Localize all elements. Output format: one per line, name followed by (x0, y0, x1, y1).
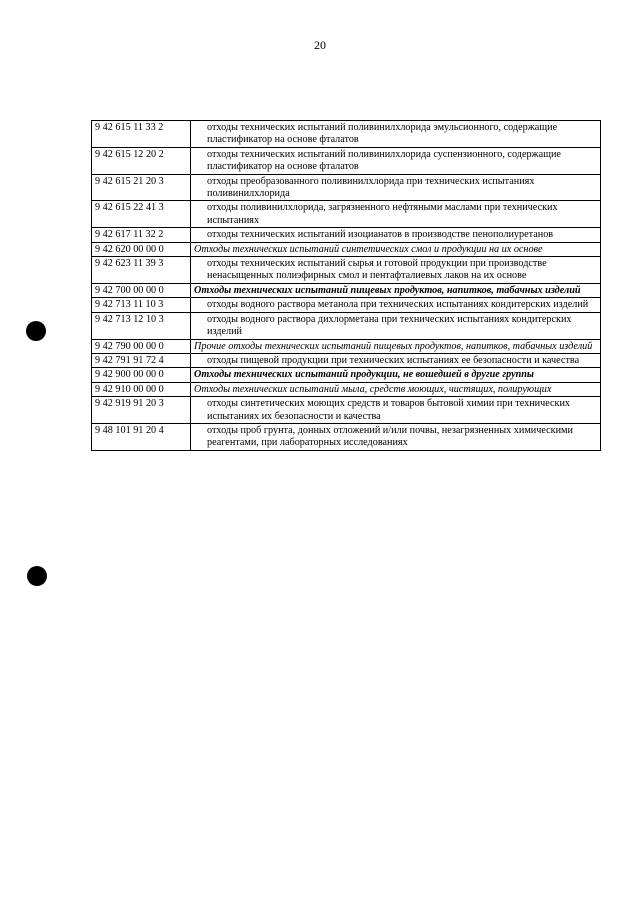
waste-code-cell: 9 42 700 00 00 0 (92, 283, 191, 297)
waste-code-cell: 9 42 900 00 00 0 (92, 368, 191, 382)
waste-code-cell: 9 42 615 12 20 2 (92, 147, 191, 174)
waste-code-cell: 9 42 713 11 10 3 (92, 298, 191, 312)
table-row (92, 397, 601, 424)
waste-description-cell: отходы технических испытаний поливинилхлорида эмульсионного, содержащие пластификатор на основе фталатов (191, 121, 601, 148)
waste-code-cell: 9 42 919 91 20 3 (92, 397, 191, 424)
table-row (92, 312, 601, 339)
waste-description-cell: отходы водного раствора метанола при технических испытаниях кондитерских изделий (191, 298, 601, 312)
waste-code-cell: 9 42 615 11 33 2 (92, 121, 191, 148)
waste-description-cell: Отходы технических испытаний пищевых продуктов, напитков, табачных изделий (191, 283, 601, 297)
waste-description-cell: отходы пищевой продукции при технических испытаниях ее безопасности и качества (191, 353, 601, 367)
waste-description-cell: отходы преобразованного поливинилхлорида при технических испытаниях поливинилхлорида (191, 174, 601, 201)
table-row (92, 382, 601, 396)
waste-description-cell: Прочие отходы технических испытаний пищевых продуктов, напитков, табачных изделий (191, 339, 601, 353)
page-number: 20 (314, 38, 326, 52)
waste-code-cell: 9 42 620 00 00 0 (92, 242, 191, 256)
waste-description-cell: отходы синтетических моющих средств и товаров бытовой химии при технических испытаниях их безопасности и качества (191, 397, 601, 424)
waste-description-cell: Отходы технических испытаний продукции, не вошедшей в другие группы (191, 368, 601, 382)
waste-code-cell: 9 48 101 91 20 4 (92, 423, 191, 450)
waste-code-cell: 9 42 615 22 41 3 (92, 201, 191, 228)
waste-code-cell: 9 42 910 00 00 0 (92, 382, 191, 396)
waste-description-cell: отходы технических испытаний изоцианатов в производстве пенополиуретанов (191, 228, 601, 242)
table-row (92, 228, 601, 242)
waste-code-cell: 9 42 713 12 10 3 (92, 312, 191, 339)
table-row (92, 201, 601, 228)
waste-catalog-body (92, 121, 601, 451)
table-row (92, 242, 601, 256)
punch-hole-bottom (27, 566, 47, 586)
table-row (92, 423, 601, 450)
punch-hole-top (26, 321, 46, 341)
waste-description-cell: Отходы технических испытаний синтетических смол и продукции на их основе (191, 242, 601, 256)
waste-code-cell: 9 42 790 00 00 0 (92, 339, 191, 353)
table-row (92, 339, 601, 353)
table-row (92, 368, 601, 382)
waste-catalog-table (91, 120, 601, 451)
table-row (92, 147, 601, 174)
table-row (92, 298, 601, 312)
table-row (92, 257, 601, 284)
waste-description-cell: отходы технических испытаний сырья и готовой продукции при производстве ненасыщенных полиэфирных смол и пентафталиевых лаков на их основе (191, 257, 601, 284)
waste-code-cell: 9 42 615 21 20 3 (92, 174, 191, 201)
waste-description-cell: отходы проб грунта, донных отложений и/или почвы, незагрязненных химическими реагентами, при лабораторных исследованиях (191, 423, 601, 450)
waste-description-cell: Отходы технических испытаний мыла, средств моющих, чистящих, полирующих (191, 382, 601, 396)
table-row (92, 283, 601, 297)
table-row (92, 121, 601, 148)
waste-code-cell: 9 42 623 11 39 3 (92, 257, 191, 284)
waste-code-cell: 9 42 791 91 72 4 (92, 353, 191, 367)
table-row (92, 353, 601, 367)
waste-code-cell: 9 42 617 11 32 2 (92, 228, 191, 242)
table-row (92, 174, 601, 201)
waste-description-cell: отходы поливинилхлорида, загрязненного нефтяными маслами при технических испытаниях (191, 201, 601, 228)
waste-description-cell: отходы технических испытаний поливинилхлорида суспензионного, содержащие пластификатор на основе фталатов (191, 147, 601, 174)
waste-description-cell: отходы водного раствора дихлорметана при технических испытаниях кондитерских изделий (191, 312, 601, 339)
